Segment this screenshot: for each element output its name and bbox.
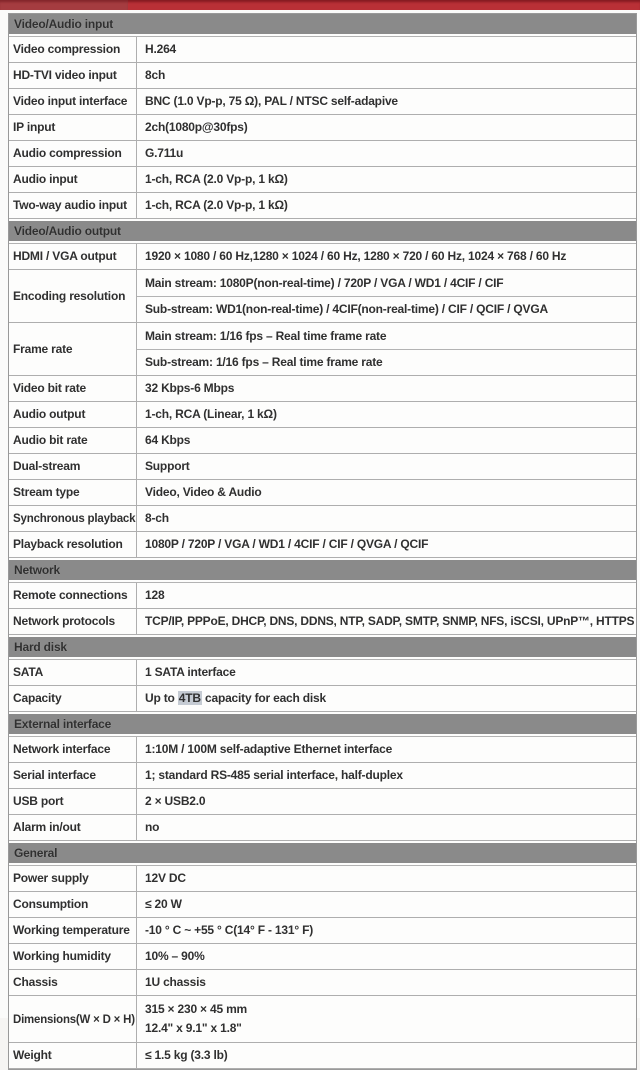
spec-label-cell [9, 609, 137, 634]
spec-values-cell [137, 944, 636, 969]
spec-value [137, 789, 636, 814]
spec-value [137, 686, 636, 711]
section-title: Video/Audio output [14, 223, 121, 238]
spec-row [9, 167, 636, 193]
spec-values-cell [137, 270, 636, 322]
spec-values-cell [137, 686, 636, 711]
spec-values-cell [137, 506, 636, 531]
spec-value [137, 763, 636, 788]
spec-value-text: 315 × 230 × 45 mm 12.4" x 9.1" x 1.8" [145, 1002, 248, 1035]
spec-value-text: 1 SATA interface [145, 665, 236, 679]
spec-value [137, 296, 636, 322]
spec-values-cell [137, 428, 636, 453]
spec-value-text: H.264 [145, 42, 177, 56]
spec-label-cell [9, 686, 137, 711]
spec-values-cell [137, 141, 636, 166]
spec-row [9, 763, 636, 789]
spec-values-cell [137, 115, 636, 140]
spec-label-cell [9, 583, 137, 608]
spec-row [9, 428, 636, 454]
spec-value-text: Main stream: 1080P(non-real-time) / 720P / VGA / WD1 / 4CIF / CIF [145, 275, 504, 290]
spec-label-cell [9, 1043, 137, 1068]
spec-label: Playback resolution [13, 537, 123, 551]
spec-row [9, 193, 636, 219]
spec-value [137, 532, 636, 557]
spec-label: Chassis [13, 975, 58, 989]
spec-label-cell [9, 996, 137, 1042]
spec-label: USB port [13, 794, 64, 808]
spec-value-text: BNC (1.0 Vp-p, 75 Ω), PAL / NTSC self-adapive [145, 94, 398, 108]
spec-row [9, 480, 636, 506]
spec-values-cell [137, 89, 636, 114]
spec-value-text: -10 ° C ~ +55 ° C(14° F - 131° F) [145, 923, 313, 937]
spec-value-text: Sub-stream: 1/16 fps – Real time frame rate [145, 355, 383, 369]
spec-label-cell [9, 660, 137, 685]
spec-label-cell [9, 63, 137, 88]
spec-values-cell [137, 609, 636, 634]
spec-label: Serial interface [13, 768, 96, 782]
spec-value-text: 2ch(1080p@30fps) [145, 120, 248, 134]
spec-label-cell [9, 244, 137, 269]
spec-value-text: 2 × USB2.0 [145, 794, 206, 808]
spec-row [9, 970, 636, 996]
spec-value [137, 37, 636, 62]
spec-row [9, 659, 636, 686]
spec-value-text: 12V DC [145, 871, 186, 885]
spec-value [137, 609, 636, 634]
spec-row [9, 815, 636, 841]
spec-label: Synchronous playback [13, 511, 136, 525]
spec-value [137, 892, 636, 917]
spec-value-text: Main stream: 1/16 fps – Real time frame rate [145, 328, 387, 343]
spec-value-text: Support [145, 459, 190, 473]
spec-row [9, 323, 636, 376]
spec-values-cell [137, 918, 636, 943]
spec-label-cell [9, 480, 137, 505]
spec-label-cell [9, 402, 137, 427]
spec-row [9, 506, 636, 532]
spec-row [9, 944, 636, 970]
spec-label-cell [9, 815, 137, 840]
spec-value [137, 428, 636, 453]
spec-value [137, 737, 636, 762]
spec-row [9, 686, 636, 712]
spec-value [137, 480, 636, 505]
spec-label: Encoding resolution [13, 288, 126, 303]
spec-row [9, 63, 636, 89]
spec-value-text: 1; standard RS-485 serial interface, half-duplex [145, 768, 403, 782]
spec-row [9, 609, 636, 635]
section-title: External interface [14, 716, 112, 731]
spec-label-cell [9, 428, 137, 453]
spec-label: HDMI / VGA output [13, 249, 117, 263]
spec-label-cell [9, 918, 137, 943]
spec-label: Video bit rate [13, 381, 86, 395]
spec-label: Working temperature [13, 923, 130, 937]
spec-row [9, 243, 636, 270]
spec-label-cell [9, 866, 137, 891]
section-header [9, 221, 636, 241]
spec-value [137, 944, 636, 969]
spec-label: Video input interface [13, 94, 128, 108]
spec-value-text: 1-ch, RCA (2.0 Vp-p, 1 kΩ) [145, 172, 288, 186]
spec-label-cell [9, 532, 137, 557]
spec-label: Audio output [13, 407, 86, 421]
spec-label-cell [9, 270, 137, 322]
spec-label-cell [9, 193, 137, 218]
spec-label: Stream type [13, 485, 80, 499]
spec-row [9, 865, 636, 892]
spec-values-cell [137, 970, 636, 995]
spec-value-text: 1:10M / 100M self-adaptive Ethernet interface [145, 742, 393, 756]
spec-label-cell [9, 141, 137, 166]
spec-row [9, 532, 636, 558]
spec-values-cell [137, 815, 636, 840]
spec-label-cell [9, 89, 137, 114]
spec-label: Audio compression [13, 146, 122, 160]
spec-values-cell [137, 660, 636, 685]
section-header [9, 843, 636, 863]
spec-value [137, 349, 636, 375]
spec-label: Network interface [13, 742, 111, 756]
spec-row [9, 918, 636, 944]
spec-values-cell [137, 789, 636, 814]
spec-value [137, 89, 636, 114]
spec-value [137, 815, 636, 840]
spec-value [137, 866, 636, 891]
spec-value-text: 128 [145, 588, 165, 602]
section-header [9, 14, 636, 34]
spec-value-text: 8-ch [145, 511, 169, 525]
spec-row [9, 89, 636, 115]
spec-values-cell [137, 996, 636, 1042]
spec-value-text: 8ch [145, 68, 166, 82]
spec-value [137, 193, 636, 218]
spec-label-cell [9, 763, 137, 788]
spec-value-text: 64 Kbps [145, 433, 191, 447]
spec-value [137, 115, 636, 140]
spec-value [137, 376, 636, 401]
spec-label-cell [9, 323, 137, 375]
spec-values-cell [137, 454, 636, 479]
spec-label-cell [9, 970, 137, 995]
brand-red-banner [0, 0, 640, 10]
spec-row [9, 996, 636, 1043]
spec-values-cell [137, 402, 636, 427]
spec-values-cell [137, 737, 636, 762]
spec-label: Two-way audio input [13, 198, 127, 212]
spec-row [9, 736, 636, 763]
spec-values-cell [137, 763, 636, 788]
spec-value-text: G.711u [145, 146, 184, 160]
spec-values-cell [137, 37, 636, 62]
section-title: Hard disk [14, 639, 67, 654]
spec-label: Dual-stream [13, 459, 81, 473]
spec-value-text: Video, Video & Audio [145, 485, 262, 499]
spec-value-text: 1080P / 720P / VGA / WD1 / 4CIF / CIF / QVGA / QCIF [145, 537, 429, 551]
spec-value [137, 506, 636, 531]
spec-value [137, 996, 636, 1042]
spec-value [137, 167, 636, 192]
spec-table [8, 13, 637, 1070]
spec-label: Audio bit rate [13, 433, 88, 447]
spec-label: Power supply [13, 871, 89, 885]
spec-values-cell [137, 63, 636, 88]
spec-values-cell [137, 480, 636, 505]
section-title: Network [14, 562, 60, 577]
spec-value-text: Sub-stream: WD1(non-real-time) / 4CIF(non-real-time) / CIF / QCIF / QVGA [145, 302, 548, 316]
spec-label-cell [9, 944, 137, 969]
section-header [9, 560, 636, 580]
spec-row [9, 376, 636, 402]
spec-label-cell [9, 37, 137, 62]
spec-row [9, 1043, 636, 1069]
spec-label: Audio input [13, 172, 78, 186]
spec-value-text: ≤ 20 W [145, 897, 182, 911]
spec-value-text: 1920 × 1080 / 60 Hz,1280 × 1024 / 60 Hz, 1280 × 720 / 60 Hz, 1024 × 768 / 60 Hz [145, 249, 567, 263]
section-title: Video/Audio input [14, 16, 114, 31]
spec-label-cell [9, 789, 137, 814]
spec-row [9, 36, 636, 63]
spec-values-cell [137, 167, 636, 192]
spec-value [137, 402, 636, 427]
highlighted-term: 4TB [178, 691, 201, 705]
spec-value-text: 1-ch, RCA (Linear, 1 kΩ) [145, 407, 277, 421]
spec-label: Working humidity [13, 949, 111, 963]
spec-label: Network protocols [13, 614, 115, 628]
spec-row [9, 115, 636, 141]
spec-values-cell [137, 532, 636, 557]
spec-row [9, 582, 636, 609]
spec-label-cell [9, 454, 137, 479]
spec-label: Capacity [13, 691, 62, 705]
spec-values-cell [137, 323, 636, 375]
brand-red-banner-left-segment [0, 0, 128, 10]
spec-value [137, 454, 636, 479]
spec-value [137, 660, 636, 685]
spec-label: Weight [13, 1048, 52, 1062]
spec-values-cell [137, 193, 636, 218]
spec-row [9, 402, 636, 428]
spec-label: SATA [13, 665, 44, 679]
section-header [9, 714, 636, 734]
spec-label-cell [9, 115, 137, 140]
spec-value [137, 63, 636, 88]
spec-label: HD-TVI video input [13, 68, 117, 82]
spec-values-cell [137, 244, 636, 269]
spec-label-cell [9, 506, 137, 531]
spec-row [9, 141, 636, 167]
spec-values-cell [137, 866, 636, 891]
spec-label: Frame rate [13, 341, 73, 356]
spec-label: Dimensions(W × D × H) [13, 1011, 135, 1026]
spec-label-cell [9, 376, 137, 401]
spec-label-cell [9, 737, 137, 762]
spec-value [137, 244, 636, 269]
spec-value [137, 583, 636, 608]
spec-label-cell [9, 892, 137, 917]
spec-row [9, 789, 636, 815]
spec-value-text: Up to 4TB capacity for each disk [145, 691, 326, 705]
spec-values-cell [137, 1043, 636, 1068]
spec-values-cell [137, 892, 636, 917]
spec-values-cell [137, 376, 636, 401]
spec-value [137, 1043, 636, 1068]
spec-values-cell [137, 583, 636, 608]
spec-label: IP input [13, 120, 56, 134]
spec-label: Remote connections [13, 588, 128, 602]
spec-value-text: 32 Kbps-6 Mbps [145, 381, 235, 395]
spec-value-text: TCP/IP, PPPoE, DHCP, DNS, DDNS, NTP, SADP, SMTP, SNMP, NFS, iSCSI, UPnP™, HTTPS [145, 614, 635, 628]
spec-label: Consumption [13, 897, 89, 911]
spec-value-text: ≤ 1.5 kg (3.3 lb) [145, 1048, 228, 1062]
spec-value [137, 141, 636, 166]
spec-value [137, 918, 636, 943]
spec-label: Video compression [13, 42, 121, 56]
spec-value [137, 270, 636, 296]
spec-row [9, 270, 636, 323]
spec-value-text: 1-ch, RCA (2.0 Vp-p, 1 kΩ) [145, 198, 288, 212]
spec-value-text: 1U chassis [145, 975, 206, 989]
spec-value [137, 323, 636, 349]
spec-value-text: no [145, 820, 160, 834]
section-header [9, 637, 636, 657]
spec-label-cell [9, 167, 137, 192]
section-title: General [14, 845, 58, 860]
spec-row [9, 454, 636, 480]
spec-value [137, 970, 636, 995]
spec-label: Alarm in/out [13, 820, 81, 834]
spec-row [9, 892, 636, 918]
spec-value-text: 10% – 90% [145, 949, 205, 963]
